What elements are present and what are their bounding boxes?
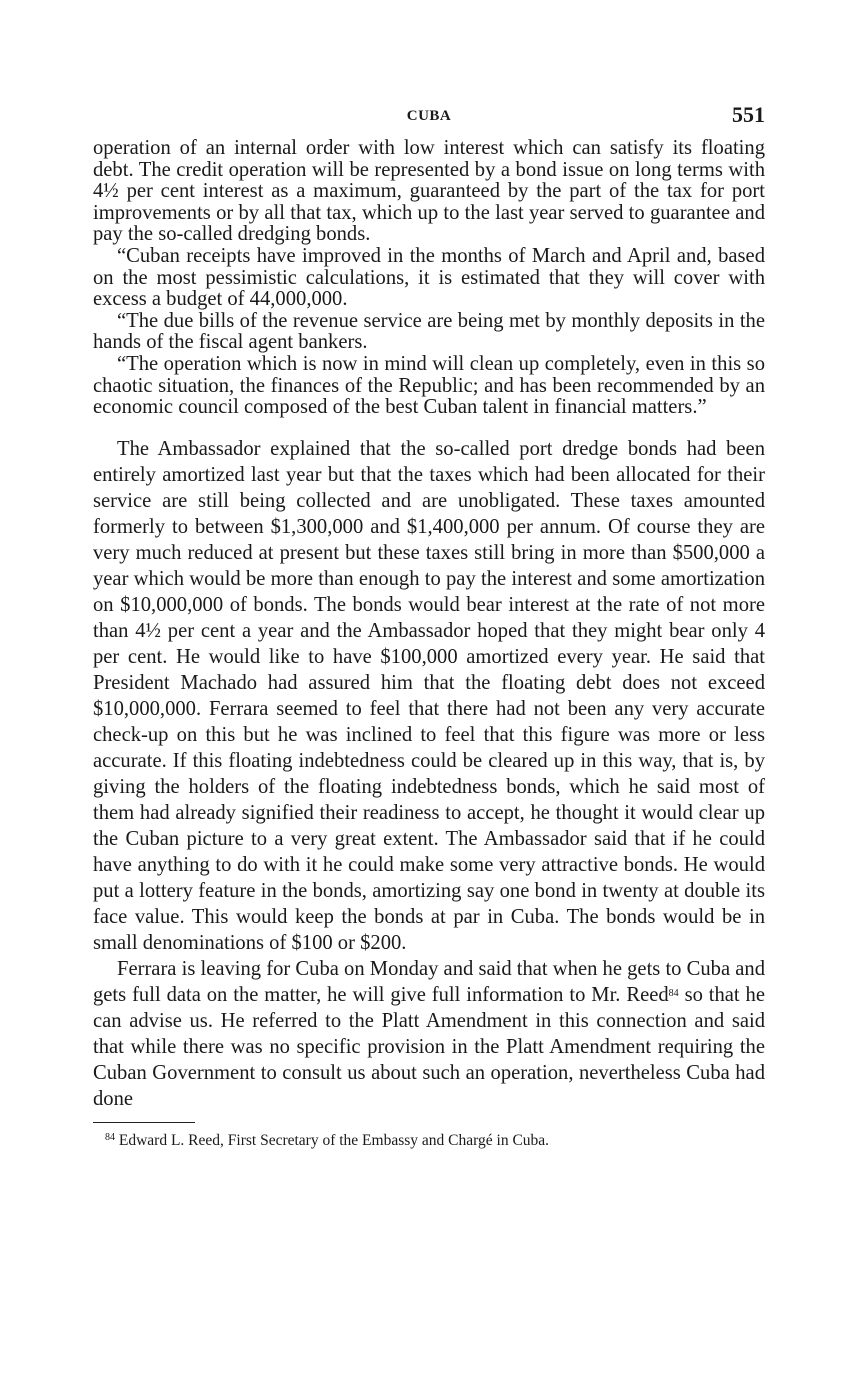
footnote-text: Edward L. Reed, First Secretary of the Embassy and Chargé in Cuba. [118, 1131, 550, 1149]
running-head [93, 100, 765, 136]
footnote-reference[interactable]: 84 [668, 987, 679, 999]
quoted-paragraph: “The operation which is now in mind will clean up completely, even in this so chaotic situation, the finances of the Republic; and has been recommended by an economic council composed of the best Cuban talent in financial matters.” [93, 352, 765, 419]
footnote-marker: 84 [105, 1131, 115, 1143]
body-paragraph: The Ambassador explained that the so-called port dredge bonds had been entirely amortized last year but that the taxes which had been allocated for their service are still being collected and are unobligated. These taxes amounted formerly to between $1,300,000 and $1,400,000 per annum. Of course they are very much reduced at present but these taxes still bring in more than $500,000 a year which would be more than enough to pay the interest and some amortization on $10,000,000 of bonds. The bonds would bear interest at the rate of not more than 4½ per cent a year and the Ambassador hoped that they might bear only 4 per cent. He would like to have $100,000 amortized every year. He said that President Machado had assured him that the floating debt does not exceed $10,000,000. Ferrara seemed to feel that there had not been any very accurate check-up on this but he was inclined to feel that this figure was more or less accurate. If this floating indebtedness could be cleared up in this way, that is, by giving the holders of the floating indebtedness bonds, which he said most of them had already signified their readiness to accept, he thought it would clear up the Cuban picture to a very great extent. The Ambassador said that if he could have anything to do with it he could make some very attractive bonds. He would put a lottery feature in the bonds, amortizing say one bond in twenty at double its face value. This would keep the bonds at par in Cuba. The bonds would be in small denominations of $100 or $200. [93, 437, 765, 954]
body-text-segment: so that he can advise us. He referred to the Platt Amendment in this connection and said that while there was no specific provision in the Platt Amendment requiring the Cuban Government to consult us about such an operation, nevertheless Cuba had done [93, 983, 765, 1110]
body-text-segment: Ferrara is leaving for Cuba on Monday and said that when he gets to Cuba and gets full data on the matter, he will give full information to Mr. Reed [93, 957, 765, 1006]
quoted-paragraph: “Cuban receipts have improved in the months of March and April and, based on the most pessimistic calculations, it is estimated that they will cover with excess a budget of 44,000,000. [93, 244, 765, 311]
quoted-paragraph: “The due bills of the revenue service are being met by monthly deposits in the hands of the fiscal agent bankers. [93, 309, 765, 354]
document-page [93, 100, 765, 1151]
quoted-block [93, 138, 765, 419]
page-number: 551 [732, 102, 765, 127]
footnote [93, 1131, 765, 1151]
quoted-paragraph: operation of an internal order with low interest which can satisfy its floating debt. The credit operation will be represented by a bond issue on long terms with 4½ per cent interest as a maximum, guaranteed by the part of the tax for port improvements or by all that tax, which up to the last year served to guarantee and pay the so-called dredging bonds. [93, 137, 765, 246]
running-title: CUBA [406, 108, 452, 124]
body-paragraph [93, 956, 765, 1112]
footnote-divider [93, 1122, 195, 1123]
